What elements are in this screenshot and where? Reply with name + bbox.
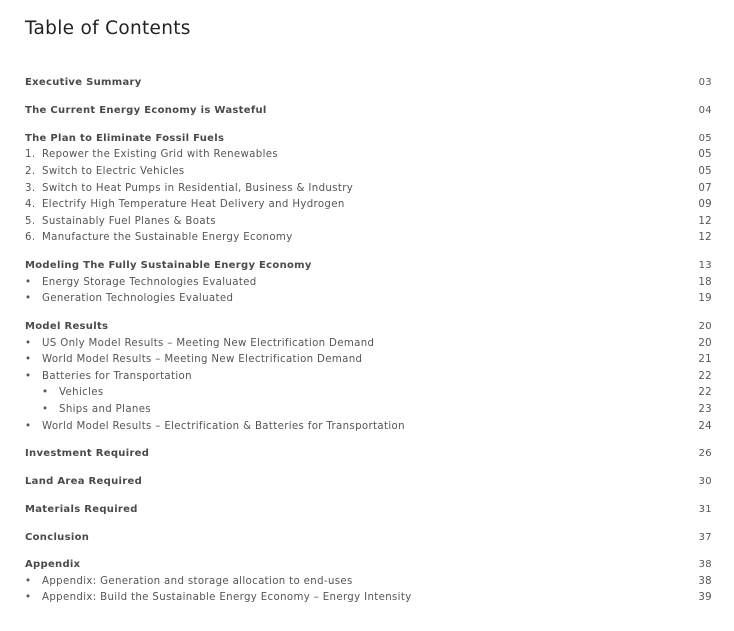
toc-entry-label: The Current Energy Economy is Wasteful — [25, 105, 267, 116]
toc-entry-label: Switch to Electric Vehicles — [42, 166, 185, 177]
toc-entry-page: 30 — [698, 476, 712, 487]
toc-entry-page: 05 — [698, 166, 712, 177]
toc-entry-investment[interactable] — [25, 446, 712, 462]
toc-entry-executive-summary[interactable] — [25, 75, 712, 91]
toc-entry-label: Modeling The Fully Sustainable Energy Economy — [25, 260, 312, 271]
toc-entry-page: 39 — [698, 592, 712, 603]
toc-entry-label: Manufacture the Sustainable Energy Economy — [42, 232, 293, 243]
toc-entry-page: 07 — [698, 183, 712, 194]
toc-entry-label: US Only Model Results – Meeting New Electrification Demand — [42, 338, 375, 349]
list-number: 1. — [25, 149, 36, 160]
toc-entry-energy-economy[interactable] — [25, 103, 712, 119]
toc-entry-plan[interactable] — [25, 131, 712, 147]
toc-subentry[interactable] — [25, 291, 712, 307]
toc-entry-label: World Model Results – Electrification & Batteries for Transportation — [42, 421, 405, 432]
toc-subsubentry[interactable] — [25, 402, 712, 418]
toc-subentry[interactable] — [25, 275, 712, 291]
toc-entry-page: 18 — [698, 277, 712, 288]
toc-subentry[interactable] — [25, 369, 712, 385]
toc-entry-page: 21 — [698, 354, 712, 365]
toc-entry-model-results[interactable] — [25, 319, 712, 335]
toc-entry-label: Repower the Existing Grid with Renewables — [42, 149, 279, 160]
toc-entry-page: 12 — [698, 232, 712, 243]
toc-entry-label: Appendix — [25, 559, 81, 570]
bullet-icon: • — [25, 592, 32, 603]
toc-subentry[interactable] — [25, 419, 712, 435]
toc-entry-label: World Model Results – Meeting New Electrification Demand — [42, 354, 363, 365]
list-number: 6. — [25, 232, 36, 243]
toc-entry-label: Generation Technologies Evaluated — [42, 293, 234, 304]
toc-entry-page: 05 — [698, 149, 712, 160]
toc-entry-page: 03 — [698, 77, 712, 88]
toc-entry-page: 13 — [698, 260, 712, 271]
toc-subentry[interactable] — [25, 197, 712, 213]
toc-entry-land-area[interactable] — [25, 474, 712, 490]
list-number: 4. — [25, 199, 36, 210]
toc-entry-label: Investment Required — [25, 448, 150, 459]
toc-entry-label: Switch to Heat Pumps in Residential, Business & Industry — [42, 183, 354, 194]
toc-entry-label: Ships and Planes — [59, 404, 152, 415]
toc-entry-page: 20 — [698, 338, 712, 349]
toc-entry-label: Land Area Required — [25, 476, 143, 487]
toc-entry-page: 12 — [698, 216, 712, 227]
toc-subentry[interactable] — [25, 181, 712, 197]
bullet-icon: • — [25, 293, 32, 304]
toc-entry-page: 20 — [698, 321, 712, 332]
toc-entry-label: Energy Storage Technologies Evaluated — [42, 277, 257, 288]
toc-entry-page: 22 — [698, 387, 712, 398]
toc-entry-page: 24 — [698, 421, 712, 432]
toc-entry-conclusion[interactable] — [25, 530, 712, 546]
toc-entry-page: 04 — [698, 105, 712, 116]
toc-subentry[interactable] — [25, 352, 712, 368]
toc-entry-label: Batteries for Transportation — [42, 371, 192, 382]
toc-entry-page: 05 — [698, 133, 712, 144]
bullet-icon: • — [25, 421, 32, 432]
toc-entry-label: Conclusion — [25, 532, 90, 543]
toc-subentry[interactable] — [25, 590, 712, 606]
bullet-icon: • — [25, 338, 32, 349]
toc-entry-appendix[interactable] — [25, 557, 712, 573]
bullet-icon: • — [25, 354, 32, 365]
bullet-icon: • — [42, 404, 49, 415]
page-title: Table of Contents — [25, 18, 191, 39]
toc-subentry[interactable] — [25, 214, 712, 230]
list-number: 2. — [25, 166, 36, 177]
bullet-icon: • — [25, 277, 32, 288]
bullet-icon: • — [25, 576, 32, 587]
toc-entry-label: Model Results — [25, 321, 109, 332]
toc-entry-label: Appendix: Build the Sustainable Energy Economy – Energy Intensity — [42, 592, 412, 603]
toc-subentry[interactable] — [25, 574, 712, 590]
toc-entry-page: 31 — [698, 504, 712, 515]
toc-entry-label: Appendix: Generation and storage allocation to end-uses — [42, 576, 353, 587]
toc-entry-materials[interactable] — [25, 502, 712, 518]
toc-entry-page: 37 — [698, 532, 712, 543]
toc-subentry[interactable] — [25, 336, 712, 352]
list-number: 3. — [25, 183, 36, 194]
bullet-icon: • — [25, 371, 32, 382]
toc-subsubentry[interactable] — [25, 385, 712, 401]
toc-entry-label: Materials Required — [25, 504, 138, 515]
list-number: 5. — [25, 216, 36, 227]
toc-entry-page: 38 — [698, 576, 712, 587]
toc-subentry[interactable] — [25, 230, 712, 246]
toc-entry-label: Electrify High Temperature Heat Delivery and Hydrogen — [42, 199, 345, 210]
toc-entry-label: Vehicles — [59, 387, 104, 398]
toc-entry-page: 22 — [698, 371, 712, 382]
toc-entry-page: 09 — [698, 199, 712, 210]
toc-entry-page: 19 — [698, 293, 712, 304]
toc-entry-page: 23 — [698, 404, 712, 415]
bullet-icon: • — [42, 387, 49, 398]
toc-entry-modeling[interactable] — [25, 258, 712, 274]
toc-entry-page: 26 — [698, 448, 712, 459]
toc-entry-page: 38 — [698, 559, 712, 570]
toc-entry-label: Executive Summary — [25, 77, 142, 88]
toc-entry-label: The Plan to Eliminate Fossil Fuels — [25, 133, 225, 144]
toc-entry-label: Sustainably Fuel Planes & Boats — [42, 216, 216, 227]
toc-subentry[interactable] — [25, 147, 712, 163]
toc-subentry[interactable] — [25, 164, 712, 180]
